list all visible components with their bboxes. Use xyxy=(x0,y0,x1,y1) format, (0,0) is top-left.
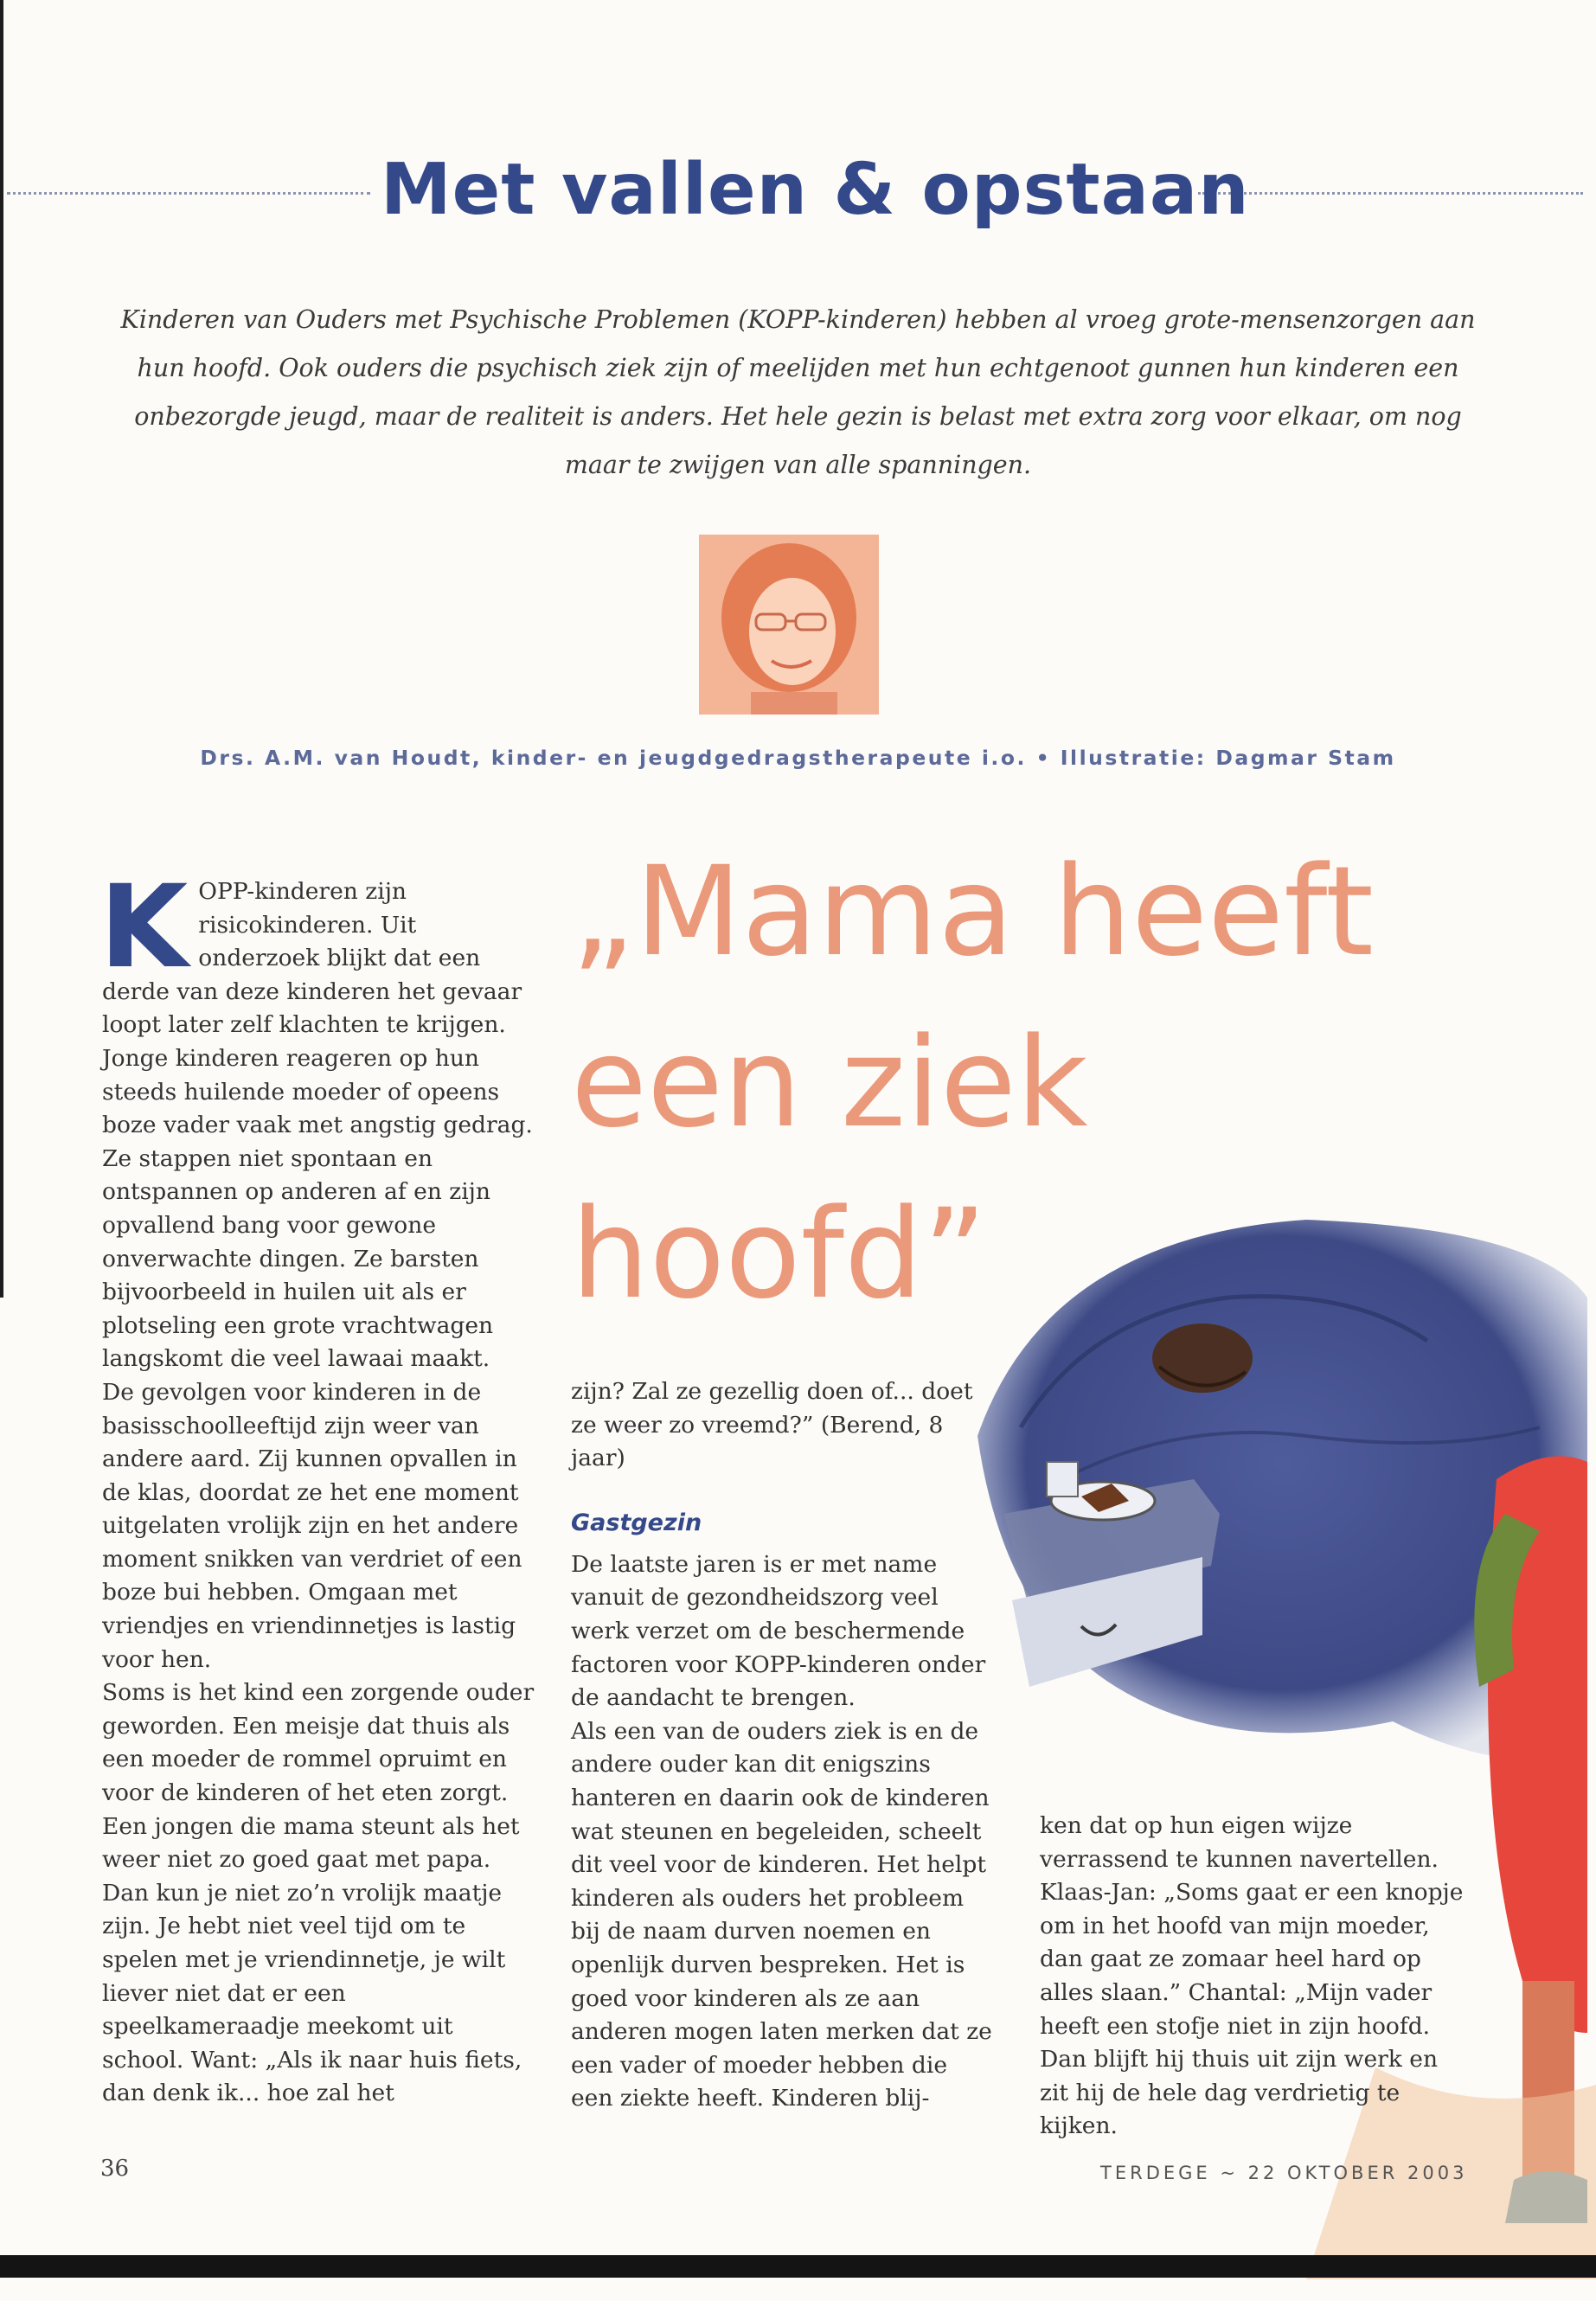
title-rule-right xyxy=(1198,192,1583,195)
article-intro: Kinderen van Ouders met Psychische Problemen (KOPP-kinderen) hebben al vroeg grote-mensenzorgen aan hun hoofd. Ook ouders die psychisch ziek zijn of meelijden met hun echtgenoot gunnen hun kinderen een onbezorgde jeugd, maar de realiteit is anders. Het hele gezin is belast met extra zorg voor elkaar, om nog maar te zwijgen van alle spanningen. xyxy=(120,305,1476,479)
paragraph: Als een van de ouders ziek is en de andere ouder kan dit enigszins hanteren en daarin ook de kinderen wat steunen en begeleiden, scheelt dit veel voor de kinderen. Het helpt kinderen als ouders het probleem bij de naam durven noemen en openlijk durven bespreken. Het is goed voor kinderen als ze aan anderen mogen laten merken dat ze een vader of moeder hebben die een ziekte heeft. Kinderen blij- xyxy=(571,1717,992,2112)
paragraph: ken dat op hun eigen wijze verrassend te kunnen navertellen. Klaas-Jan: „Soms gaat er een knopje om in het hoofd van mijn moeder, dan gaat ze zomaar heel hard op alles slaan.” Chantal: „Mijn vader heeft een stofje niet in zijn hoofd. Dan blijft hij thuis uit zijn werk en zit hij de hele dag verdrietig te kijken. xyxy=(1040,1812,1464,2140)
paragraph: Soms is het kind een zorgende ouder geworden. Een meisje dat thuis als een moeder de rommel opruimt en voor de kinderen of het eten zorgt. Een jongen die mama steunt als het weer niet zo goed gaat met papa. Dan kun je niet zo’n vrolijk maatje zijn. Je hebt niet veel tijd om te spelen met je vriendinnetje, je wilt liever niet dat er een speelkameraadje meekomt uit school. Want: „Als ik naar huis fiets, dan denk ik... hoe zal het xyxy=(102,1679,535,2107)
page-number: 36 xyxy=(100,2156,130,2182)
body-column-2 xyxy=(571,1375,995,2116)
body-column-3 xyxy=(1040,1810,1464,2144)
title-rule-left xyxy=(7,192,370,195)
drop-cap: K xyxy=(99,861,189,994)
pull-quote-line: een ziek xyxy=(571,1010,1088,1155)
scan-edge-left xyxy=(0,0,3,1298)
paragraph: OPP-kinderen zijn risicokinderen. Uit onderzoek blijkt dat een derde van deze kinderen het gevaar loopt later zelf klachten te krijgen. Jonge kinderen reageren op hun steeds huilende moeder of opeens boze vader vaak met angstig gedrag. Ze stappen niet spontaan en ontspannen op anderen af en zijn opvallend bang voor gewone onverwachte dingen. Ze barsten bijvoorbeeld in huilen uit als er plotseling een grote vrachtwagen langskomt die veel lawaai maakt. xyxy=(102,878,533,1373)
byline: Drs. A.M. van Houdt, kinder- en jeugdgedragstherapeute i.o. • Illustratie: Dagmar Stam xyxy=(200,746,1396,770)
pull-quote-line: hoofd” xyxy=(571,1182,987,1326)
paragraph: De laatste jaren is er met name vanuit de gezondheidszorg veel werk verzet om de beschermende factoren voor KOPP-kinderen onder de aandacht te brengen. xyxy=(571,1550,986,1712)
body-column-1 xyxy=(99,861,535,2111)
article-title: Met vallen & opstaan xyxy=(381,149,1250,231)
paragraph: zijn? Zal ze gezellig doen of... doet ze weer zo vreemd?” (Berend, 8 jaar) xyxy=(571,1378,973,1472)
pull-quote-line: „Mama heeft xyxy=(571,839,1374,984)
subheading: Gastgezin xyxy=(571,1509,702,1536)
publication-footer: TERDEGE ~ 22 OKTOBER 2003 xyxy=(1100,2163,1468,2183)
paragraph: De gevolgen voor kinderen in de basisschoolleeftijd zijn weer van andere aard. Zij kunnen opvallen in de klas, doordat ze het ene moment uitgelaten vrolijk zijn en het andere moment snikken van verdriet of een boze bui hebben. Omgaan met vriendjes en vriendinnetjes is lastig voor hen. xyxy=(102,1378,522,1673)
scan-edge-bottom xyxy=(0,2255,1596,2278)
author-portrait-icon xyxy=(699,535,879,715)
author-photo xyxy=(699,535,879,715)
